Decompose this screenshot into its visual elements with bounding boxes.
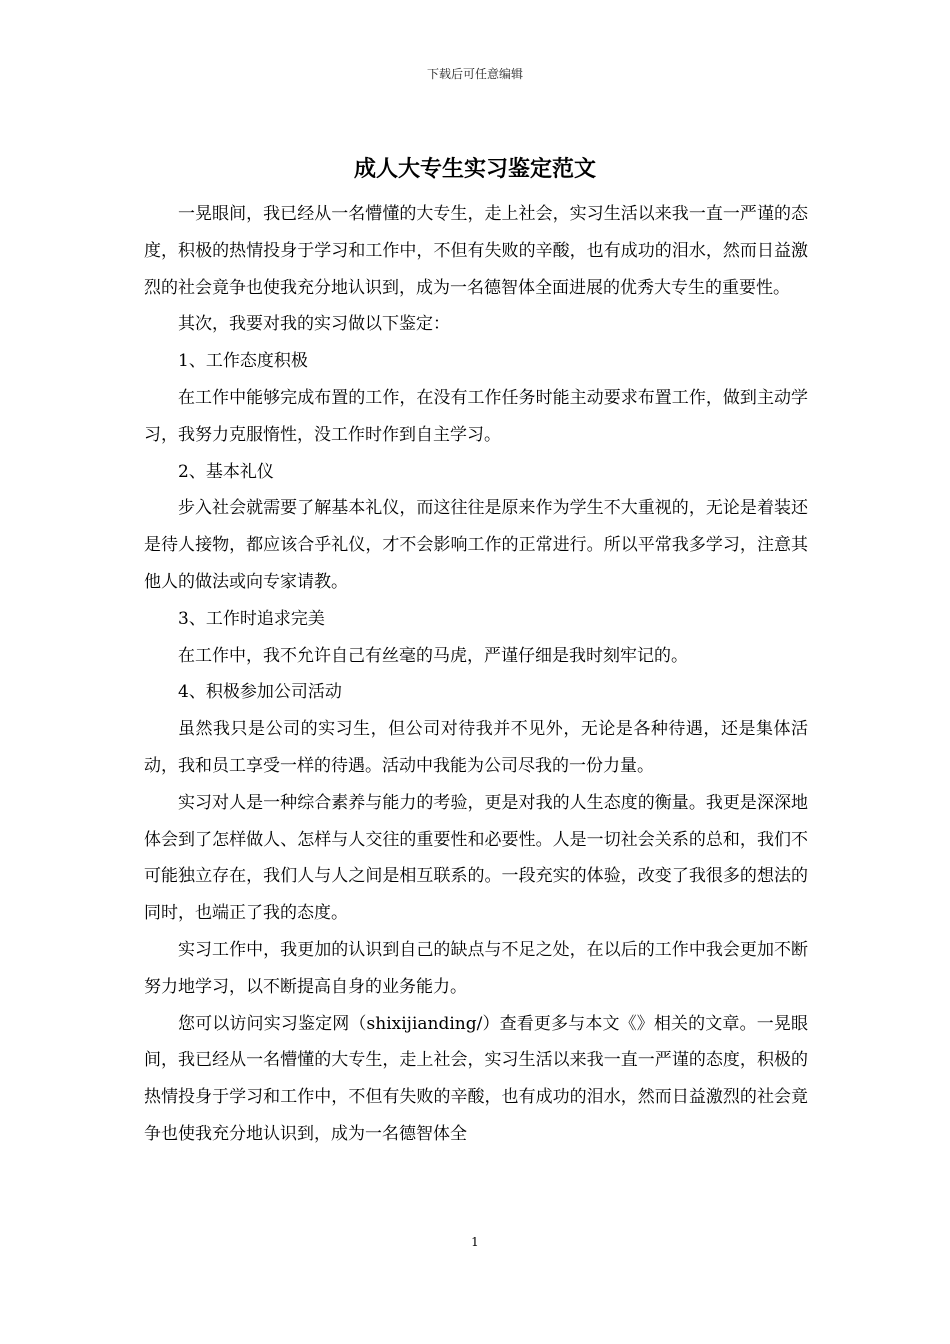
header-note: 下载后可任意编辑: [426, 67, 523, 81]
section-heading-4: 4、积极参加公司活动: [178, 682, 342, 703]
section-heading-1: 1、工作态度积极: [178, 351, 308, 372]
paragraph-section-3: 在工作中，我不允许自己有丝毫的马虎，严谨仔细是我时刻牢记的。: [178, 645, 688, 666]
section-heading-3: 3、工作时追求完美: [178, 608, 325, 629]
paragraph-section-4: 虽然我只是公司的实习生，但公司对待我并不见外，无论是各种待遇，还是集体活动，我和员工享受一样的待遇。活动中我能为公司尽我的一份力量。: [144, 719, 808, 776]
section-heading-2: 2、基本礼仪: [178, 461, 274, 482]
paragraph-summary-lead: 其次，我要对我的实习做以下鉴定：: [178, 314, 450, 335]
paragraph-section-1: 在工作中能够完成布置的工作，在没有工作任务时能主动要求布置工作，做到主动学习，我努力克服惰性，没工作时作到自主学习。: [144, 387, 808, 445]
paragraph-intro: 一晃眼间，我已经从一名懵懂的大专生，走上社会，实习生活以来我一直一严谨的态度，积极的热情投身于学习和工作中，不但有失败的辛酸，也有成功的泪水，然而日益激烈的社会竟争也使我充分地认识到，成为一名德智体全面进展的优秀大专生的重要性。: [144, 204, 808, 298]
paragraph-section-2: 步入社会就需要了解基本礼仪，而这往往是原来作为学生不大重视的，无论是着装还是待人接物，都应该合乎礼仪，才不会影响工作的正常进行。所以平常我多学习，注意其他人的做法或向专家请教。: [144, 498, 808, 592]
paragraph-reference: 您可以访问实习鉴定网（shixijianding/）查看更多与本文《》相关的文章。一晃眼间，我已经从一名懵懂的大专生，走上社会，实习生活以来我一直一严谨的态度，积极的热情投身于学习和工作中，不但有失败的辛酸，也有成功的泪水，然而日益激烈的社会竟争也使我充分地认识到，成为一名德智体全: [144, 1013, 808, 1144]
page-number: 1: [471, 1235, 479, 1249]
document-title: 成人大专生实习鉴定范文: [353, 157, 596, 182]
paragraph-conclusion: 实习工作中，我更加的认识到自己的缺点与不足之处，在以后的工作中我会更加不断努力地学习，以不断提高自身的业务能力。: [144, 939, 808, 997]
document-body: [144, 196, 808, 1153]
paragraph-reflection: 实习对人是一种综合素养与能力的考验，更是对我的人生态度的衡量。我更是深深地体会到了怎样做人、怎样与人交往的重要性和必要性。人是一切社会关系的总和，我们不可能独立存在，我们人与人之间是相互联系的。一段充实的体验，改变了我很多的想法的同时，也端正了我的态度。: [144, 792, 808, 924]
